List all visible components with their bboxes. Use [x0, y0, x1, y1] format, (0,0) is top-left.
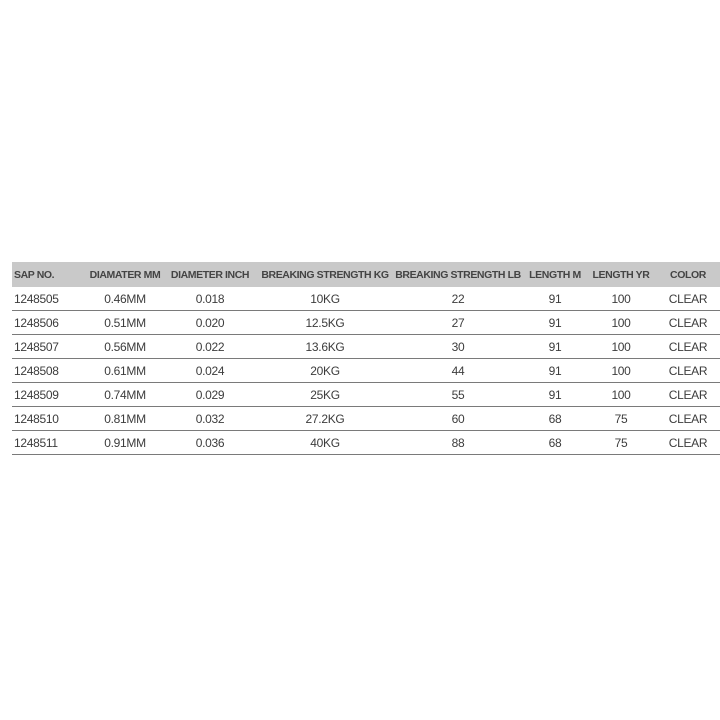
- cell-diameter-mm: 0.51MM: [86, 311, 164, 335]
- cell-breaking-strength-kg: 25KG: [256, 383, 394, 407]
- cell-diameter-mm: 0.81MM: [86, 407, 164, 431]
- cell-length-yr: 75: [588, 407, 654, 431]
- cell-length-m: 91: [522, 287, 588, 311]
- cell-length-yr: 100: [588, 287, 654, 311]
- cell-breaking-strength-lb: 55: [394, 383, 522, 407]
- cell-diameter-inch: 0.024: [164, 359, 256, 383]
- spec-table: [12, 262, 720, 455]
- cell-breaking-strength-kg: 40KG: [256, 431, 394, 455]
- cell-color: CLEAR: [654, 407, 720, 431]
- cell-sap-no: 1248510: [12, 407, 86, 431]
- cell-length-yr: 100: [588, 311, 654, 335]
- cell-breaking-strength-lb: 27: [394, 311, 522, 335]
- cell-diameter-inch: 0.022: [164, 335, 256, 359]
- cell-breaking-strength-kg: 12.5KG: [256, 311, 394, 335]
- cell-length-yr: 75: [588, 431, 654, 455]
- cell-sap-no: 1248509: [12, 383, 86, 407]
- cell-length-m: 91: [522, 311, 588, 335]
- cell-breaking-strength-kg: 27.2KG: [256, 407, 394, 431]
- cell-length-m: 91: [522, 383, 588, 407]
- header-breaking-strength-kg: BREAKING STRENGTH KG: [256, 262, 394, 287]
- cell-breaking-strength-kg: 13.6KG: [256, 335, 394, 359]
- cell-color: CLEAR: [654, 335, 720, 359]
- table-header-row: [12, 262, 720, 287]
- cell-color: CLEAR: [654, 359, 720, 383]
- header-breaking-strength-lb: BREAKING STRENGTH LB: [394, 262, 522, 287]
- header-length-yr: LENGTH YR: [588, 262, 654, 287]
- table-row: [12, 407, 720, 431]
- cell-diameter-mm: 0.74MM: [86, 383, 164, 407]
- cell-breaking-strength-lb: 44: [394, 359, 522, 383]
- cell-length-yr: 100: [588, 335, 654, 359]
- cell-diameter-inch: 0.029: [164, 383, 256, 407]
- cell-breaking-strength-kg: 10KG: [256, 287, 394, 311]
- cell-diameter-mm: 0.46MM: [86, 287, 164, 311]
- cell-sap-no: 1248505: [12, 287, 86, 311]
- cell-sap-no: 1248506: [12, 311, 86, 335]
- header-diameter-inch: DIAMETER INCH: [164, 262, 256, 287]
- header-color: COLOR: [654, 262, 720, 287]
- table-row: [12, 311, 720, 335]
- cell-sap-no: 1248511: [12, 431, 86, 455]
- cell-color: CLEAR: [654, 383, 720, 407]
- cell-diameter-mm: 0.56MM: [86, 335, 164, 359]
- cell-diameter-mm: 0.61MM: [86, 359, 164, 383]
- cell-length-m: 91: [522, 359, 588, 383]
- cell-length-m: 68: [522, 431, 588, 455]
- cell-color: CLEAR: [654, 287, 720, 311]
- cell-breaking-strength-kg: 20KG: [256, 359, 394, 383]
- table-row: [12, 335, 720, 359]
- cell-color: CLEAR: [654, 431, 720, 455]
- header-sap-no: SAP NO.: [12, 262, 86, 287]
- cell-sap-no: 1248507: [12, 335, 86, 359]
- header-length-m: LENGTH M: [522, 262, 588, 287]
- table-row: [12, 287, 720, 311]
- cell-length-yr: 100: [588, 359, 654, 383]
- table-row: [12, 431, 720, 455]
- header-diameter-mm: DIAMATER MM: [86, 262, 164, 287]
- table-row: [12, 359, 720, 383]
- cell-diameter-inch: 0.032: [164, 407, 256, 431]
- table-row: [12, 383, 720, 407]
- cell-breaking-strength-lb: 30: [394, 335, 522, 359]
- cell-breaking-strength-lb: 22: [394, 287, 522, 311]
- cell-length-m: 68: [522, 407, 588, 431]
- cell-length-m: 91: [522, 335, 588, 359]
- cell-diameter-inch: 0.020: [164, 311, 256, 335]
- cell-breaking-strength-lb: 60: [394, 407, 522, 431]
- cell-color: CLEAR: [654, 311, 720, 335]
- cell-diameter-mm: 0.91MM: [86, 431, 164, 455]
- cell-diameter-inch: 0.018: [164, 287, 256, 311]
- cell-breaking-strength-lb: 88: [394, 431, 522, 455]
- cell-sap-no: 1248508: [12, 359, 86, 383]
- cell-diameter-inch: 0.036: [164, 431, 256, 455]
- cell-length-yr: 100: [588, 383, 654, 407]
